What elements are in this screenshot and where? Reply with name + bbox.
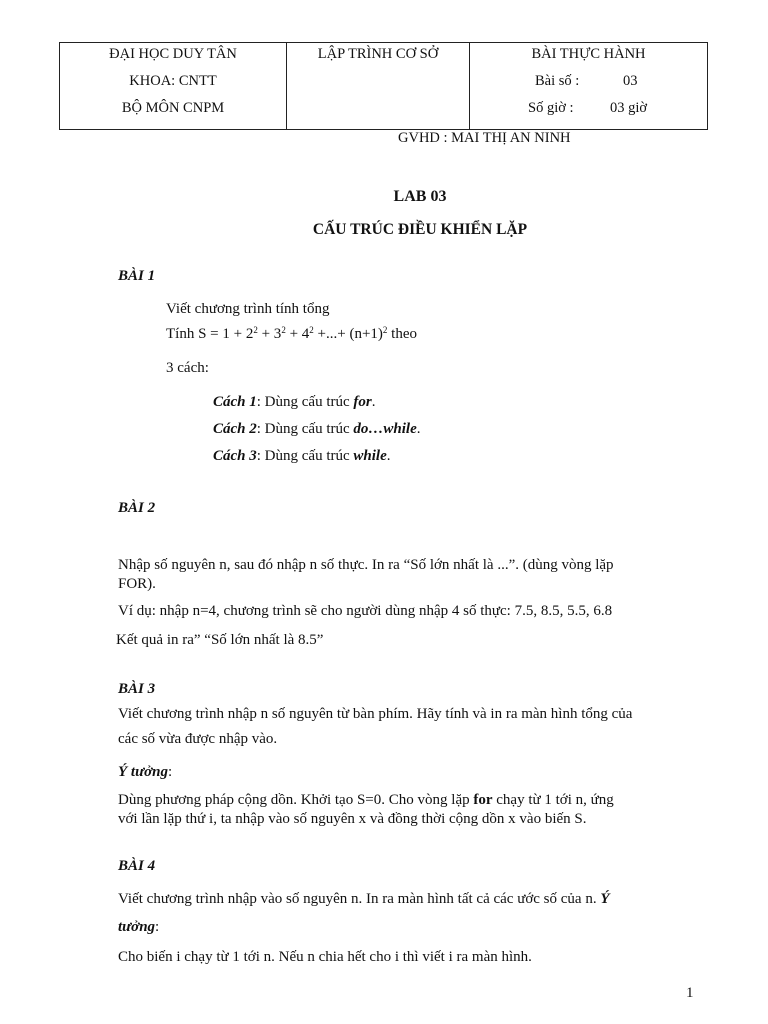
- bai2-line2: FOR).: [118, 576, 156, 592]
- bai4-line1: Viết chương trình nhập vào số nguyên n. In ra màn hình tất cả các ước số của n. Ý: [118, 891, 610, 907]
- bai1-method-1: Cách 1: Dùng cấu trúc for.: [213, 394, 376, 410]
- header-table: [59, 42, 708, 130]
- header-lab-cell: [469, 43, 707, 129]
- page-number: 1: [686, 985, 694, 1001]
- faculty-name: KHOA: CNTT: [129, 73, 217, 89]
- bai3-line3: Dùng phương pháp cộng dồn. Khởi tạo S=0. Cho vòng lặp for chạy từ 1 tới n, ứng: [118, 792, 614, 808]
- lab-number-value: 03: [623, 73, 638, 89]
- school-name: ĐẠI HỌC DUY TÂN: [109, 46, 237, 62]
- header-course-cell: [286, 43, 469, 129]
- bai2-heading: BÀI 2: [118, 500, 156, 516]
- header-school-cell: [60, 43, 286, 129]
- bai1-heading: BÀI 1: [118, 268, 156, 284]
- bai3-heading: BÀI 3: [118, 681, 156, 697]
- bai4-line2: tưởng:: [118, 919, 160, 935]
- hours-label: Số giờ :: [528, 100, 574, 116]
- hours-value: 03 giờ: [610, 100, 648, 116]
- bai1-line3: 3 cách:: [166, 360, 209, 376]
- bai3-idea: Ý tưởng:: [118, 764, 173, 780]
- bai1-formula: Tính $S = 1 + 2^2 + 3^2 + 4^2$ +...+ $(n+1)^2$ theo: [166, 325, 417, 342]
- page-subtitle: CẤU TRÚC ĐIỀU KHIỂN LẶP: [312, 221, 528, 238]
- page-title: LAB 03: [393, 188, 447, 205]
- bai3-line2: các số vừa được nhập vào.: [118, 731, 278, 747]
- lab-type: BÀI THỰC HÀNH: [531, 46, 646, 62]
- bai4-line3: Cho biến i chạy từ 1 tới n. Nếu n chia hết cho i thì viết i ra màn hình.: [118, 949, 532, 965]
- bai3-line4: với lần lặp thứ i, ta nhập vào số nguyên x và đồng thời cộng dồn x vào biến S.: [118, 811, 587, 827]
- bai2-line1: Nhập số nguyên n, sau đó nhập n số thực. In ra “Số lớn nhất là ...”. (dùng vòng lặp: [118, 557, 614, 573]
- department-name: BỘ MÔN CNPM: [121, 100, 225, 116]
- bai4-heading: BÀI 4: [118, 858, 156, 874]
- bai1-line1: Viết chương trình tính tổng: [166, 301, 330, 317]
- bai1-method-3: Cách 3: Dùng cấu trúc while.: [213, 448, 391, 464]
- bai2-line4: Kết quả in ra” “Số lớn nhất là 8.5”: [116, 632, 324, 648]
- bai3-line1: Viết chương trình nhập n số nguyên từ bàn phím. Hãy tính và in ra màn hình tổng của: [118, 706, 633, 722]
- lab-number-label: Bài số :: [535, 73, 580, 89]
- instructor: GVHD : MAI THỊ AN NINH: [398, 130, 571, 146]
- bai1-method-2: Cách 2: Dùng cấu trúc do…while.: [213, 421, 421, 437]
- course-name: LẬP TRÌNH CƠ SỞ: [317, 46, 439, 62]
- bai2-line3: Ví dụ: nhập n=4, chương trình sẽ cho người dùng nhập 4 số thực: 7.5, 8.5, 5.5, 6.8: [118, 603, 613, 619]
